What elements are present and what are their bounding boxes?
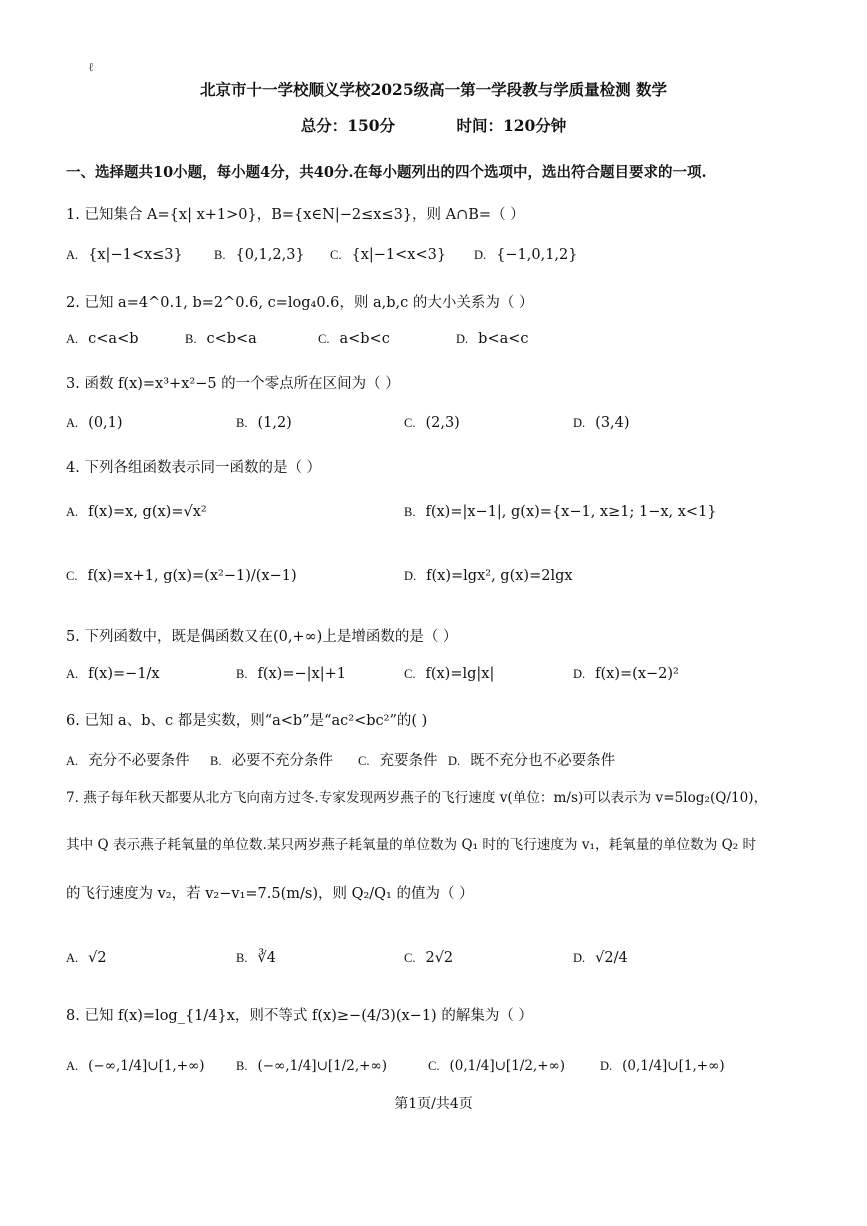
q1-option-b: B. {0,1,2,3} [214, 247, 305, 263]
q8-option-c: C. (0,1/4]∪[1/2,+∞) [428, 1058, 566, 1074]
q5-option-c: C. f(x)=lg|x| [404, 666, 495, 682]
q4-option-a: A. f(x)=x, g(x)=√x² [66, 504, 207, 520]
q4-option-d: D. f(x)=lgx², g(x)=2lgx [404, 568, 573, 584]
q4-option-c: C. f(x)=x+1, g(x)=(x²−1)/(x−1) [66, 568, 297, 584]
q5-option-a: A. f(x)=−1/x [66, 666, 160, 682]
q2-option-a: A. c<a<b [66, 331, 139, 347]
q8-option-b: B. (−∞,1/4]∪[1/2,+∞) [236, 1058, 387, 1074]
question-7-stem: 7. 燕子每年秋天都要从北方飞向南方过冬.专家发现两岁燕子的飞行速度 v(单位：m/s)可以表示为 v=5log₂(Q/10)， [66, 790, 768, 806]
q4-option-b: B. f(x)=|x−1|, g(x)={x−1, x≥1; 1−x, x<1} [404, 504, 717, 520]
question-1-stem: 1. 已知集合 A={x| x+1>0}，B={x∈N|−2≤x≤3}，则 A∩B=（ ） [66, 207, 525, 223]
question-6-stem: 6. 已知 a、b、c 都是实数，则“a<b”是“ac²<bc²”的( ) [66, 713, 428, 729]
q1-option-d: D. {−1,0,1,2} [474, 247, 578, 263]
q7-option-b: B. ∛4 [236, 950, 276, 966]
q7-option-a: A. √2 [66, 950, 107, 966]
exam-meta [0, 114, 867, 136]
question-2-stem: 2. 已知 a=4^0.1, b=2^0.6, c=log₄0.6，则 a,b,c 的大小关系为（ ） [66, 295, 534, 311]
q5-option-b: B. f(x)=−|x|+1 [236, 666, 346, 682]
q6-option-b: B. 必要不充分条件 [210, 753, 333, 769]
q1-option-a: A. {x|−1<x≤3} [66, 247, 183, 263]
page-number: 第1页/共4页 [394, 1096, 473, 1112]
q3-option-a: A. (0,1) [66, 415, 123, 431]
q5-option-d: D. f(x)=(x−2)² [573, 666, 679, 682]
q8-option-d: D. (0,1/4]∪[1,+∞) [600, 1058, 725, 1074]
question-7-stem-line2: 其中 Q 表示燕子耗氧量的单位数.某只两岁燕子耗氧量的单位数为 Q₁ 时的飞行速度为 v₁，耗氧量的单位数为 Q₂ 时 [66, 837, 757, 853]
q3-option-b: B. (1,2) [236, 415, 292, 431]
q2-option-c: C. a<b<c [318, 331, 390, 347]
q2-option-d: D. b<a<c [456, 331, 529, 347]
q2-option-b: B. c<b<a [185, 331, 257, 347]
q1-option-c: C. {x|−1<x<3} [330, 247, 447, 263]
q7-option-c: C. 2√2 [404, 950, 454, 966]
section-heading: 一、选择题共10小题，每小题4分，共40分.在每小题列出的四个选项中，选出符合题目要求的一项. [66, 164, 707, 181]
question-8-stem: 8. 已知 f(x)=log_{1/4}x，则不等式 f(x)≥−(4/3)(x−1) 的解集为（ ） [66, 1008, 533, 1024]
q6-option-a: A. 充分不必要条件 [66, 753, 190, 769]
q6-option-d: D. 既不充分也不必要条件 [448, 753, 616, 769]
q6-option-c: C. 充要条件 [358, 753, 438, 769]
question-4-stem: 4. 下列各组函数表示同一函数的是（ ） [66, 460, 322, 476]
exam-title: 北京市十一学校顺义学校2025级高一第一学段教与学质量检测 数学 [199, 80, 668, 99]
q3-option-d: D. (3,4) [573, 415, 630, 431]
question-5-stem: 5. 下列函数中，既是偶函数又在(0,+∞)上是增函数的是（ ） [66, 629, 458, 645]
question-7-stem-line3: 的飞行速度为 v₂，若 v₂−v₁=7.5(m/s)，则 Q₂/Q₁ 的值为（ ） [66, 886, 474, 902]
q7-option-d: D. √2/4 [573, 950, 628, 966]
total-score: 总分：150分 [300, 116, 396, 135]
q8-option-a: A. (−∞,1/4]∪[1,+∞) [66, 1058, 205, 1074]
scan-mark: ℓ [88, 60, 94, 74]
time-limit: 时间：120分钟 [456, 116, 567, 135]
question-3-stem: 3. 函数 f(x)=x³+x²−5 的一个零点所在区间为（ ） [66, 376, 400, 392]
q3-option-c: C. (2,3) [404, 415, 460, 431]
